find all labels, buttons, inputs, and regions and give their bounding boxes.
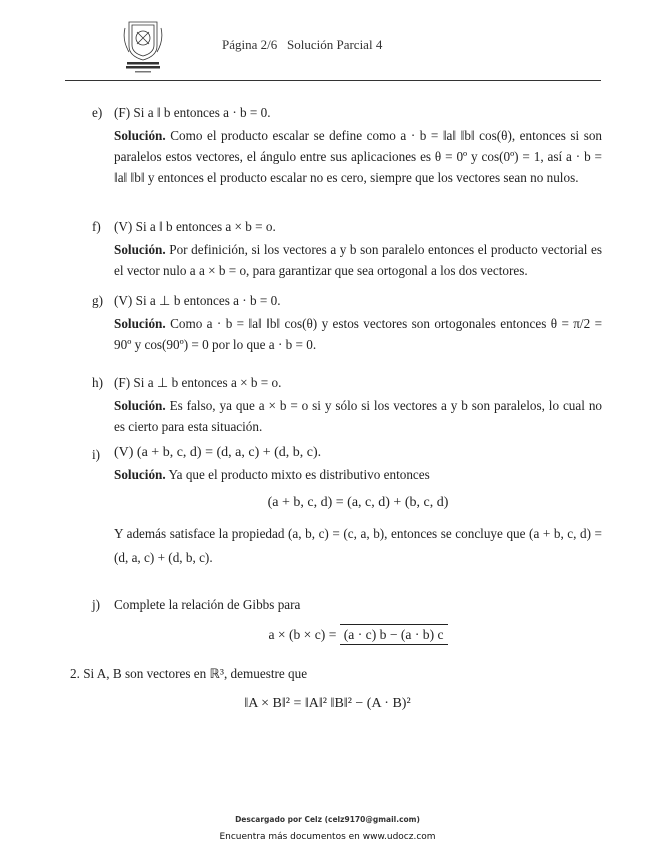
gibbs-left: a × (b × c) =: [268, 627, 337, 642]
equation-distributive: (a + b, c, d) = (a, c, d) + (b, c, d): [267, 495, 449, 510]
solution-title: Solución.: [114, 128, 166, 143]
item-h: [92, 372, 602, 432]
item-e: [92, 102, 602, 197]
solution-text: Como a · b = ‖a‖ ‖b‖ cos(θ) y estos vectores son ortogonales entonces θ = π/2 = 90º y cos(90º) = 0 por lo que a · b = 0.: [114, 316, 603, 352]
item-label: i): [92, 447, 101, 462]
solution-title: Solución.: [114, 467, 166, 482]
solution-title: Solución.: [114, 316, 166, 331]
item-label: j): [92, 597, 101, 612]
item-statement: (F) Si a ‖ b entonces a · b = 0.: [114, 105, 271, 120]
university-seal-logo: [120, 18, 166, 74]
item-label: f): [92, 219, 101, 234]
page-number: Página 2/6: [222, 37, 278, 52]
item-label: h): [92, 375, 103, 390]
question-label: 2.: [70, 666, 80, 681]
item-j: [92, 594, 602, 649]
page-header: [222, 37, 382, 53]
question-text: Si A, B son vectores en ℝ³, demuestre que: [83, 666, 308, 681]
solution-text: Por definición, si los vectores a y b son paralelo entonces el producto vectorial es el vector nulo a a × b = o, para garantizar que sea ortogonal a los dos vectores.: [114, 242, 602, 278]
gibbs-answer: (a · c) b − (a · b) c: [340, 624, 448, 645]
item-f: [92, 216, 602, 276]
follow-text: Y además satisface la propiedad (a, b, c) = (c, a, b), entonces se concluye que (a + b, c, d) = (d, a, c) + (d, b, c).: [114, 526, 602, 565]
header-rule: [65, 80, 601, 81]
question-2: [70, 666, 307, 682]
item-label: g): [92, 293, 103, 308]
solution-text: Como el producto escalar se define como a · b = ‖a‖ ‖b‖ cos(θ), entonces si son paralelos estos vectores, el ángulo entre sus aplicaciones es θ = 0º y cos(0º) = 1, así a · b = ‖a‖ ‖b‖ y entonces el producto escalar no es cero, siempre que los vectores sean no nulos.: [114, 128, 603, 185]
solution-title: Solución.: [114, 242, 166, 257]
solution-text: Es falso, ya que a × b = o si y sólo si los vectores a y b son paralelos, lo cual no es cierto para esta situación.: [114, 398, 603, 434]
item-statement: (V) (a + b, c, d) = (d, a, c) + (d, b, c).: [114, 445, 322, 460]
item-label: e): [92, 105, 103, 120]
item-statement: (V) Si a ⊥ b entonces a · b = 0.: [114, 293, 281, 308]
footer-download: Descargado por Celz (celz9170@gmail.com): [235, 815, 420, 824]
item-statement: (F) Si a ⊥ b entonces a × b = o.: [114, 375, 282, 390]
item-g: [92, 290, 602, 352]
item-statement: (V) Si a ‖ b entonces a × b = o.: [114, 219, 276, 234]
footer-link[interactable]: Encuentra más documentos en www.udocz.com: [219, 832, 436, 842]
document-title: Solución Parcial 4: [287, 37, 383, 52]
item-i: [92, 442, 602, 582]
item-statement: Complete la relación de Gibbs para: [114, 597, 301, 612]
solution-text: Ya que el producto mixto es distributivo entonces: [168, 467, 430, 482]
solution-title: Solución.: [114, 398, 166, 413]
question-2-equation: ‖A × B‖² = ‖A‖² ‖B‖² − (A · B)²: [244, 696, 411, 711]
